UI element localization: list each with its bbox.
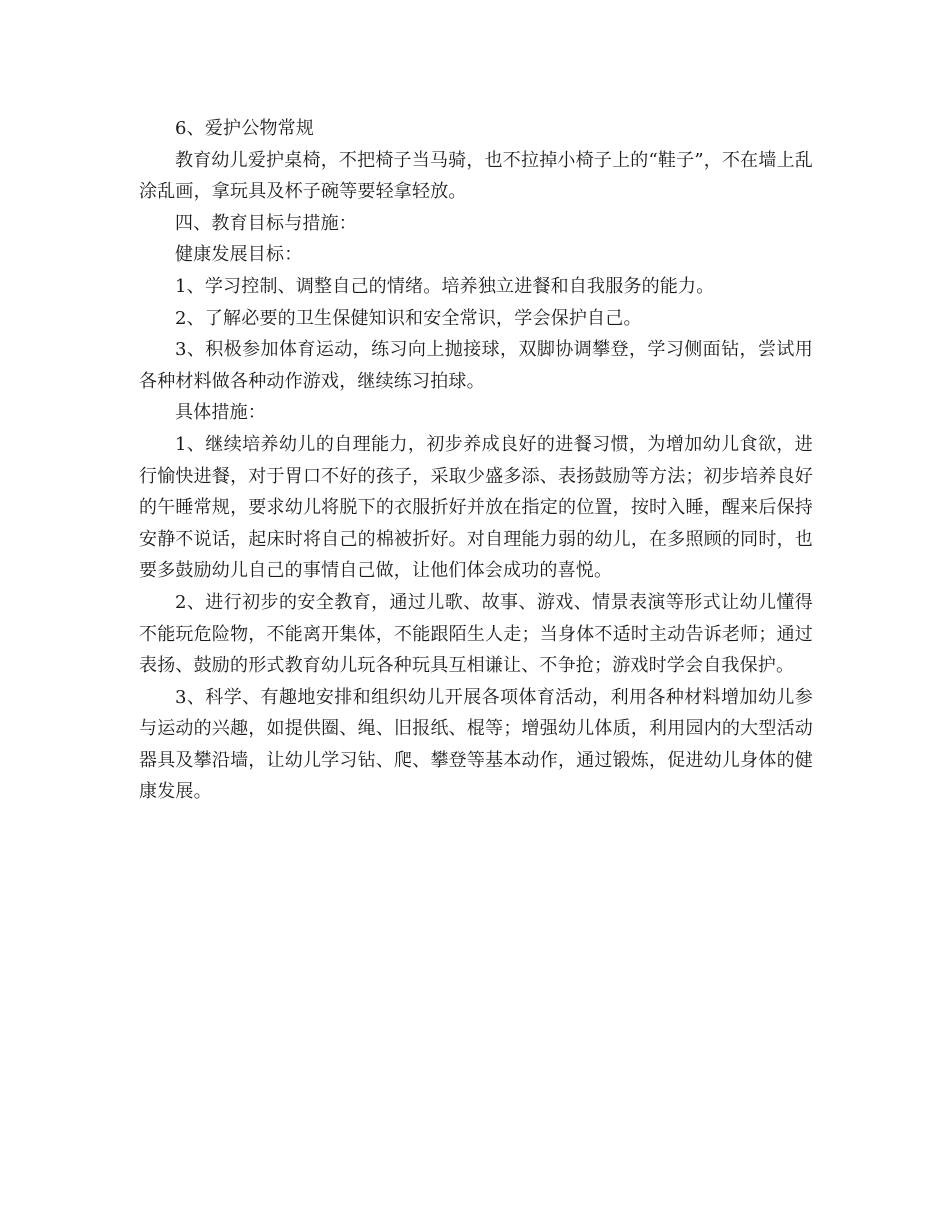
goal-item-1: 1、学习控制、调整自己的情绪。培养独立进餐和自我服务的能力。 — [175, 275, 715, 297]
subheading-specific-measures: 具体措施： — [175, 402, 266, 424]
measure-item-1: 1、继续培养幼儿的自理能力，初步养成良好的进餐习惯，为增加幼儿食欲，进行愉快进餐，对于胃口不好的孩子，采取少盛多添、表扬鼓励等方法；初步培养良好的午睡常规，要求幼儿将脱下的衣服折好并放在指定的位置，按时入睡，醒来后保持安静不说话，起床时将自己的棉被折好。对自理能力弱的幼儿，在多照顾的同时，也要多鼓励幼儿自己的事情自己做，让他们体会成功的喜悦。 — [139, 433, 813, 582]
goal-item-2: 2、了解必要的卫生保健知识和安全常识，学会保护自己。 — [175, 307, 642, 329]
document-body — [139, 113, 813, 808]
section-heading-goals-measures: 四、教育目标与措施： — [175, 212, 357, 234]
measure-item-2: 2、进行初步的安全教育，通过儿歌、故事、游戏、情景表演等形式让幼儿懂得不能玩危险物，不能离开集体，不能跟陌生人走；当身体不适时主动告诉老师；通过表扬、鼓励的形式教育幼儿玩各种玩具互相谦让、不争抢；游戏时学会自我保护。 — [139, 591, 813, 677]
subheading-health-goals: 健康发展目标： — [175, 244, 303, 266]
paragraph-care-public-property: 教育幼儿爱护桌椅，不把椅子当马骑，也不拉掉小椅子上的“鞋子”，不在墙上乱涂乱画，拿玩具及杯子碗等要轻拿轻放。 — [139, 149, 813, 203]
measure-item-3: 3、科学、有趣地安排和组织幼儿开展各项体育活动，利用各种材料增加幼儿参与运动的兴趣，如提供圈、绳、旧报纸、棍等；增强幼儿体质，利用园内的大型活动器具及攀沿墙，让幼儿学习钻、爬、攀登等基本动作，通过锻炼，促进幼儿身体的健康发展。 — [139, 686, 813, 803]
goal-item-3: 3、积极参加体育运动，练习向上抛接球，双脚协调攀登，学习侧面钻，尝试用各种材料做各种动作游戏，继续练习拍球。 — [139, 339, 813, 392]
section-heading-care-public-property: 6、爱护公物常规 — [175, 118, 315, 139]
